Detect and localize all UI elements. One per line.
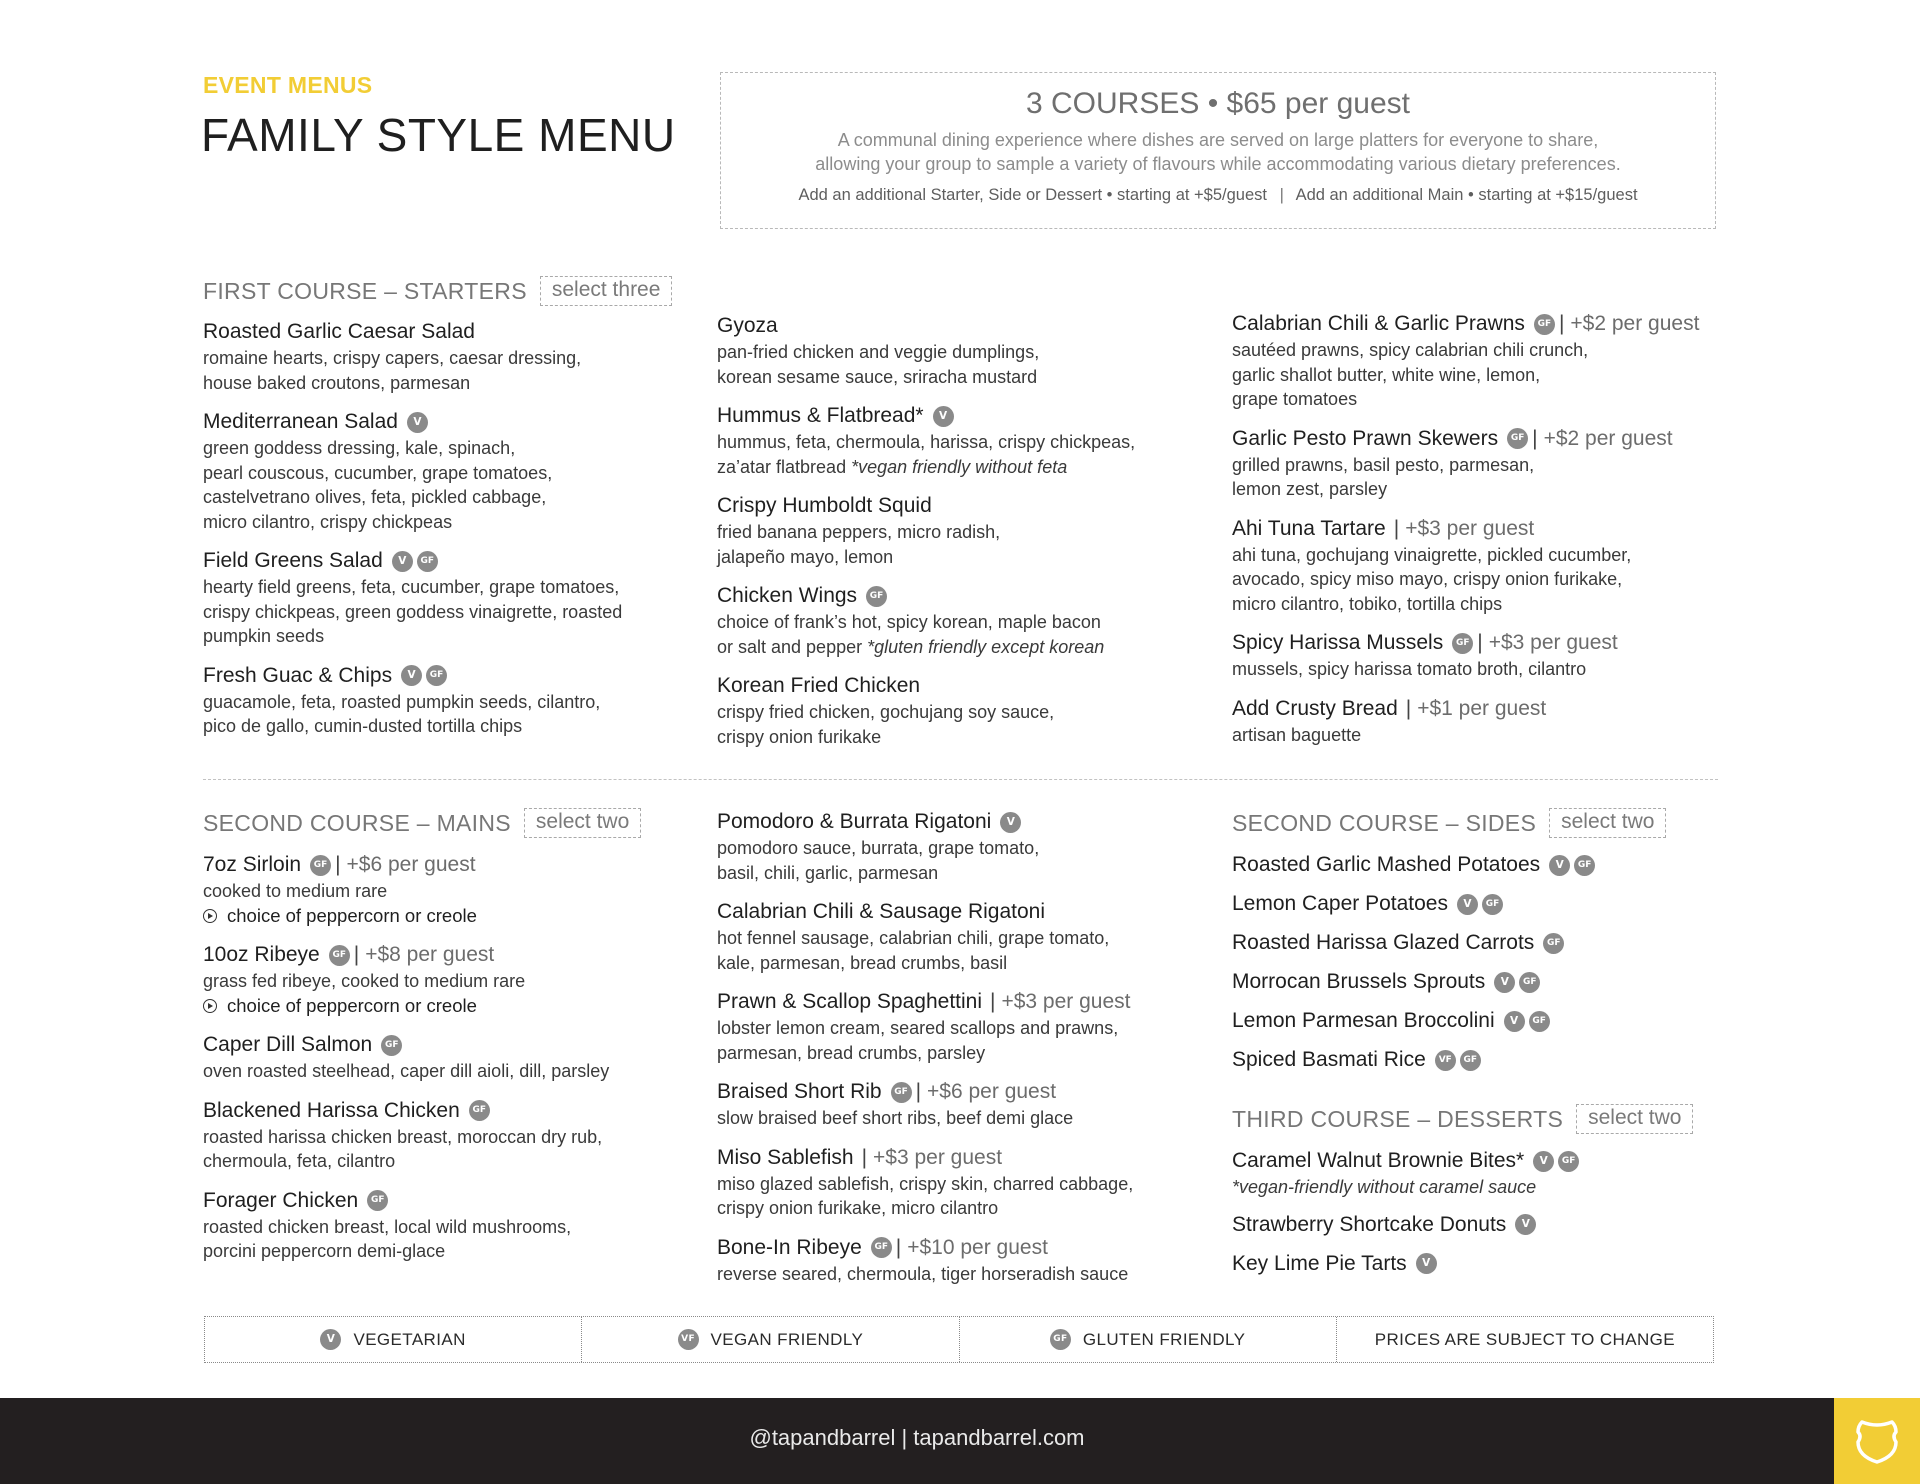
upcharge-price: +$1 per guest [1417,696,1547,720]
pricing-title: 3 COURSES • $65 per guest [1025,87,1411,120]
dietary-badges [1435,1050,1485,1071]
dietary-badges [401,665,451,686]
gluten-friendly-icon: GF [469,1100,490,1121]
gluten-friendly-icon: GF [1558,1151,1579,1172]
menu-item-name: Spicy Harissa Mussels [1232,631,1444,654]
menu-item-description: roasted harissa chicken breast, moroccan dry rub, [203,1126,603,1147]
upcharge-price: +$10 per guest [907,1235,1048,1259]
menu-item-description: reverse seared, chermoula, tiger horseradish sauce [717,1263,1129,1284]
menu-item-description: lobster lemon cream, seared scallops and prawns, [717,1018,1119,1038]
menu-item [203,662,622,739]
menu-item-name-row [1232,968,1599,996]
gluten-friendly-icon: GF [310,855,331,876]
menu-item [717,492,1135,569]
menu-item-name: Roasted Harissa Glazed Carrots [1232,931,1535,954]
menu-item [203,851,609,928]
menu-item-name-row [1232,515,1699,543]
vegetarian-icon: V [1416,1253,1437,1274]
price-separator: | [335,853,341,876]
sides-heading [1232,808,1666,838]
sauce-choice [203,994,609,1019]
price-separator: | [1477,631,1483,654]
menu-item [717,582,1135,659]
menu-item [717,402,1135,479]
gluten-friendly-icon: GF [1519,972,1540,993]
menu-item-name-row [203,851,609,879]
vegetarian-icon: V [1533,1151,1554,1172]
menu-item-name: 7oz Sirloin [203,853,302,876]
menu-item-name: Roasted Garlic Mashed Potatoes [1232,853,1541,876]
addon-starter-side-dessert: Add an additional Starter, Side or Dessert • starting at +$5/guest [798,186,1267,204]
menu-item-description: hearty field greens, feta, cucumber, grape tomatoes, [203,577,620,597]
legend-gluten-friendly [960,1317,1337,1362]
vegetarian-icon: V [392,551,413,572]
menu-item-description: chermoula, feta, cilantro [203,1151,396,1171]
menu-item-description: slow braised beef short ribs, beef demi glace [717,1108,1074,1128]
menu-item-name: Roasted Garlic Caesar Salad [203,320,475,343]
menu-item [203,941,609,1018]
menu-item [717,312,1135,389]
menu-item-description: grass fed ribeye, cooked to medium rare [203,971,526,991]
price-separator: | [353,943,360,966]
menu-item [1232,515,1699,617]
menu-item-name: Gyoza [717,314,778,337]
starters-column-2 [717,312,1135,762]
menu-item [203,547,622,649]
menu-item-name: Miso Sablefish [717,1145,854,1169]
menu-item-name: Crispy Humboldt Squid [717,494,932,517]
menu-item-name: Bone-In Ribeye [717,1235,862,1259]
dietary-badges [1507,428,1532,449]
menu-item [1232,1046,1599,1074]
gluten-friendly-icon: GF [426,665,447,686]
vegetarian-icon: V [1457,894,1478,915]
menu-item-name-row [1232,929,1599,957]
menu-item-description: ahi tuna, gochujang vinaigrette, pickled cucumber, [1232,544,1632,565]
gluten-friendly-icon: GF [1050,1329,1071,1350]
menu-item-description: roasted chicken breast, local wild mushrooms, [203,1216,572,1237]
menu-item-name-row [717,898,1133,926]
upcharge-price: +$2 per guest [1543,426,1673,450]
menu-item-description [717,455,1135,480]
menu-item [1232,851,1599,879]
gluten-friendly-icon: GF [329,945,350,966]
dietary-badges [1515,1214,1540,1235]
price-separator: | [915,1080,922,1103]
menu-item [1232,890,1599,918]
menu-item-name-row [1232,1007,1599,1035]
description-text: or salt and pepper [717,636,868,657]
menu-item-name: Pomodoro & Burrata Rigatoni [717,810,992,833]
menu-item-name: Caramel Walnut Brownie Bites* [1232,1149,1525,1172]
upcharge-price: +$8 per guest [365,943,495,966]
menu-item-description: artisan baguette [1232,724,1362,745]
vegetarian-icon: V [320,1329,341,1350]
dietary-badges [866,586,891,607]
menu-item [1232,425,1699,502]
dietary-badges [1457,894,1507,915]
price-separator: | [1532,426,1538,450]
sides-list [1232,851,1599,1085]
menu-item-name: Blackened Harissa Chicken [203,1098,460,1122]
menu-item-description: hummus, feta, chermoula, harissa, crispy chickpeas, [717,432,1136,452]
gluten-friendly-icon: GF [367,1190,388,1211]
dietary-badges [1416,1253,1441,1274]
menu-item-description: micro cilantro, crispy chickpeas [203,511,453,532]
dietary-badges [1543,933,1568,954]
menu-item-name: Field Greens Salad [203,549,383,572]
menu-item-name-row [717,672,1135,700]
gluten-friendly-icon: GF [1507,428,1528,449]
sauce-choice-text: choice of peppercorn or creole [227,994,477,1016]
legend-label: VEGETARIAN [353,1329,466,1349]
price-separator: | [895,1235,902,1259]
menu-item-description: house baked croutons, parmesan [203,372,471,393]
menu-item-name-row [717,1144,1133,1172]
upcharge-price: +$6 per guest [927,1080,1057,1103]
menu-item-description: fried banana peppers, micro radish, [717,522,1001,542]
menu-item-description: romaine hearts, crispy capers, caesar dressing, [203,348,582,368]
dietary-badges [1534,314,1559,335]
menu-item [203,318,622,395]
dietary-badges [1549,855,1599,876]
menu-item-name-row [1232,310,1699,338]
legend-label: GLUTEN FRIENDLY [1082,1329,1246,1349]
menu-item [1232,310,1699,412]
menu-item-description: parmesan, bread crumbs, parsley [717,1042,986,1063]
section-divider [203,779,1718,780]
menu-item-name: Morrocan Brussels Sprouts [1232,970,1486,993]
gluten-friendly-icon: GF [417,551,438,572]
menu-item [1232,968,1599,996]
menu-item-name: Fresh Guac & Chips [203,663,393,687]
vegan-friendly-icon: VF [678,1329,699,1350]
vegetarian-icon: V [1000,812,1021,833]
legend-prices-note [1337,1317,1713,1362]
menu-item [717,988,1133,1065]
addon-separator: | [1279,186,1284,204]
pricing-description [721,128,1715,176]
menu-item-name: Caper Dill Salmon [203,1033,373,1056]
menu-item [717,1144,1133,1221]
legend-vegetarian [205,1317,582,1362]
footer-social-links[interactable]: @tapandbarrel | tapandbarrel.com [749,1425,1085,1450]
menu-item-description: crispy chickpeas, green goddess vinaigrette, roasted [203,601,623,622]
menu-item-name-row [717,402,1135,430]
menu-item-name-row [1232,851,1599,879]
menu-item-description: pomodoro sauce, burrata, grape tomato, [717,838,1040,858]
menu-item-description: korean sesame sauce, sriracha mustard [717,366,1038,387]
section-title: THIRD COURSE – DESSERTS [1232,1105,1564,1132]
menu-item-name-row [717,988,1133,1016]
menu-item-name-row [203,1187,609,1215]
menu-item [1232,1007,1599,1035]
menu-item-name-row [203,941,609,969]
pricing-box [720,72,1716,229]
dietary-badges [381,1035,406,1056]
mains-column-1 [203,851,609,1277]
menu-item-name-row [203,1031,609,1059]
menu-item-name-row [717,808,1133,836]
upcharge-price: +$6 per guest [346,853,476,876]
menu-item-name-row [1232,1211,1583,1239]
price-separator: | [1393,516,1400,540]
menu-item-description: grape tomatoes [1232,389,1358,409]
legend-vegan-friendly [582,1317,959,1362]
vegetarian-icon: V [407,412,428,433]
menu-item-description: castelvetrano olives, feta, pickled cabbage, [203,487,547,507]
dietary-badges [1504,1011,1554,1032]
menu-item-description: kale, parmesan, bread crumbs, basil [717,952,1008,973]
dietary-badges [1533,1151,1583,1172]
dietary-badges [469,1100,494,1121]
menu-item-description: porcini peppercorn demi-glace [203,1241,446,1261]
gluten-friendly-icon: GF [871,1237,892,1258]
brand-logo [1834,1398,1920,1484]
menu-item-name: Braised Short Rib [717,1080,882,1103]
gluten-friendly-icon: GF [1529,1011,1550,1032]
menu-item-description: choice of frank’s hot, spicy korean, maple bacon [717,612,1101,632]
menu-item-name-row [717,1078,1133,1106]
menu-item [1232,1147,1583,1200]
dietary-note: *vegan friendly without feta [851,456,1068,477]
starters-column-3 [1232,310,1699,760]
menu-item [1232,629,1699,682]
gluten-friendly-icon: GF [381,1035,402,1056]
menu-item-description: green goddess dressing, kale, spinach, [203,438,516,458]
addon-main: Add an additional Main • starting at +$15/guest [1295,186,1638,204]
menu-item-description: oven roasted steelhead, caper dill aioli, dill, parsley [203,1061,610,1081]
price-separator: | [861,1145,868,1169]
event-menus-kicker: EVENT MENUS [203,72,373,98]
section-title: FIRST COURSE – STARTERS [203,277,527,304]
price-separator: | [1405,696,1412,720]
price-separator: | [990,990,996,1013]
description-text: za’atar flatbread [717,456,852,477]
vegetarian-icon: V [401,665,422,686]
menu-item-description: hot fennel sausage, calabrian chili, grape tomato, [717,928,1110,948]
gluten-friendly-icon: GF [1482,894,1503,915]
menu-item [717,808,1133,885]
pricing-description-line: allowing your group to sample a variety of flavours while accommodating various dietary preferences. [815,154,1621,174]
menu-item [717,1078,1133,1131]
menu-item-name-row [1232,425,1699,453]
select-count-tag: select two [1576,1104,1693,1134]
menu-item [203,1097,609,1174]
menu-item-name-row [1232,1046,1599,1074]
vegetarian-icon: V [1504,1011,1525,1032]
menu-item-name: Calabrian Chili & Garlic Prawns [1232,312,1525,335]
menu-item-name: Chicken Wings [717,584,858,607]
gluten-friendly-icon: GF [866,586,887,607]
dietary-badges [407,412,432,433]
menu-item-name-row [717,312,1135,340]
footer-bar [0,1398,1920,1484]
menu-item-description: mussels, spicy harissa tomato broth, cilantro [1232,659,1587,679]
menu-item-name: Strawberry Shortcake Donuts [1232,1212,1507,1236]
starters-column-1 [203,318,622,752]
menu-item-description: crispy onion furikake, micro cilantro [717,1198,999,1218]
menu-item [203,1187,609,1264]
menu-item-name-row [203,408,622,436]
gluten-friendly-icon: GF [891,1082,912,1103]
upcharge-price: +$3 per guest [1405,516,1535,540]
desserts-list [1232,1147,1583,1289]
menu-item-name: Lemon Caper Potatoes [1232,892,1448,915]
dietary-legend [204,1316,1714,1363]
menu-item [717,1234,1133,1287]
pricing-description-line: A communal dining experience where dishes are served on large platters for everyone to share, [837,130,1599,150]
menu-item-description: pearl couscous, cucumber, grape tomatoes, [203,462,553,483]
vegetarian-icon: V [1515,1214,1536,1235]
menu-item-name-row [203,1097,609,1125]
menu-item-name: Garlic Pesto Prawn Skewers [1232,426,1499,450]
menu-item-description: pumpkin seeds [203,626,325,646]
upcharge-price: +$3 per guest [873,1145,1003,1169]
menu-item [1232,1211,1583,1239]
menu-item-description [717,635,1135,660]
gluten-friendly-icon: GF [1460,1050,1481,1071]
menu-item-description: micro cilantro, tobiko, tortilla chips [1232,593,1503,614]
dietary-badges [367,1190,392,1211]
menu-item-description: jalapeño mayo, lemon [717,546,894,567]
dietary-note: *gluten friendly except korean [867,636,1105,657]
menu-item-name: Forager Chicken [203,1188,359,1212]
menu-item-name: Korean Fried Chicken [717,674,921,697]
menu-item-name: Calabrian Chili & Sausage Rigatoni [717,900,1046,923]
menu-item-name: Key Lime Pie Tarts [1232,1251,1407,1275]
menu-item-description: pico de gallo, cumin-dusted tortilla chips [203,716,523,736]
upcharge-price: +$2 per guest [1570,312,1700,335]
menu-item-description: crispy onion furikake [717,726,882,747]
vegetarian-icon: V [1549,855,1570,876]
menu-item [1232,1250,1583,1278]
menu-item [717,672,1135,749]
arrow-right-circle-icon [203,999,217,1013]
menu-item-name: Spiced Basmati Rice [1232,1048,1426,1071]
menu-item-description: cooked to medium rare [203,881,388,901]
dietary-badges [392,551,442,572]
dietary-badges [871,1237,896,1258]
menu-item [203,408,622,534]
dietary-note: *vegan-friendly without caramel sauce [1232,1177,1537,1197]
menu-item [203,1031,609,1084]
mains-column-2 [717,808,1133,1299]
dietary-badges [1452,633,1477,654]
menu-item-name-row [1232,1250,1583,1278]
menu-item-name-row [717,1234,1133,1262]
menu-item-name-row [203,547,622,575]
gluten-friendly-icon: GF [1574,855,1595,876]
menu-item-description: pan-fried chicken and veggie dumplings, [717,342,1040,362]
menu-item-description: garlic shallot butter, white wine, lemon, [1232,364,1541,385]
menu-item-name: Prawn & Scallop Spaghettini [717,990,982,1013]
menu-item-description: grilled prawns, basil pesto, parmesan, [1232,454,1535,475]
page-title: FAMILY STYLE MENU [201,109,676,161]
arrow-right-circle-icon [203,909,217,923]
gluten-friendly-icon: GF [1534,314,1555,335]
shield-logo-icon [1852,1416,1902,1466]
legend-label: PRICES ARE SUBJECT TO CHANGE [1374,1329,1676,1349]
menu-item [717,898,1133,975]
menu-item-name-row [1232,1147,1583,1175]
menu-item-name: Hummus & Flatbread* [717,404,924,427]
select-count-tag: select two [1549,808,1666,838]
menu-item-description: crispy fried chicken, gochujang soy sauce, [717,702,1055,722]
section-title: SECOND COURSE – SIDES [1232,809,1537,836]
dietary-badges [933,406,958,427]
menu-item-name: Ahi Tuna Tartare [1232,516,1386,540]
dietary-badges [891,1082,916,1103]
menu-item-name-row [203,662,622,690]
gluten-friendly-icon: GF [1452,633,1473,654]
menu-item-description: lemon zest, parsley [1232,479,1388,499]
menu-item-name-row [1232,695,1699,723]
menu-item-name-row [1232,890,1599,918]
select-count-tag: select three [540,276,673,306]
gluten-friendly-icon: GF [1543,933,1564,954]
vegetarian-icon: V [1494,972,1515,993]
pricing-addons [721,186,1715,205]
menu-item-name-row [717,492,1135,520]
menu-item-description: basil, chili, garlic, parmesan [717,862,939,883]
select-count-tag: select two [524,808,641,838]
price-separator: | [1558,312,1565,335]
menu-item-name-row [717,582,1135,610]
vegan-friendly-icon: VF [1435,1050,1456,1071]
first-course-heading [203,276,672,306]
menu-item-name-row [203,318,622,346]
upcharge-price: +$3 per guest [1488,631,1618,654]
menu-item-description: miso glazed sablefish, crispy skin, charred cabbage, [717,1173,1134,1194]
vegetarian-icon: V [933,406,954,427]
dietary-badges [1494,972,1544,993]
menu-item-name: Lemon Parmesan Broccolini [1232,1009,1495,1032]
sauce-choice-text: choice of peppercorn or creole [227,904,477,926]
upcharge-price: +$3 per guest [1001,990,1131,1013]
dietary-badges [329,945,354,966]
desserts-heading [1232,1104,1693,1134]
menu-item-name-row [1232,629,1699,657]
legend-label: VEGAN FRIENDLY [710,1329,864,1349]
section-title: SECOND COURSE – MAINS [203,809,511,836]
menu-item-description: avocado, spicy miso mayo, crispy onion furikake, [1232,569,1623,589]
mains-heading [203,808,641,838]
menu-item-name: Add Crusty Bread [1232,696,1398,720]
menu-item-description: sautéed prawns, spicy calabrian chili crunch, [1232,340,1589,360]
menu-item-name: 10oz Ribeye [203,943,320,966]
menu-item [1232,929,1599,957]
menu-item-name: Mediterranean Salad [203,410,398,433]
menu-item [1232,695,1699,748]
menu-item-description: guacamole, feta, roasted pumpkin seeds, cilantro, [203,691,601,712]
sauce-choice [203,904,609,929]
dietary-badges [310,855,335,876]
dietary-badges [1000,812,1025,833]
